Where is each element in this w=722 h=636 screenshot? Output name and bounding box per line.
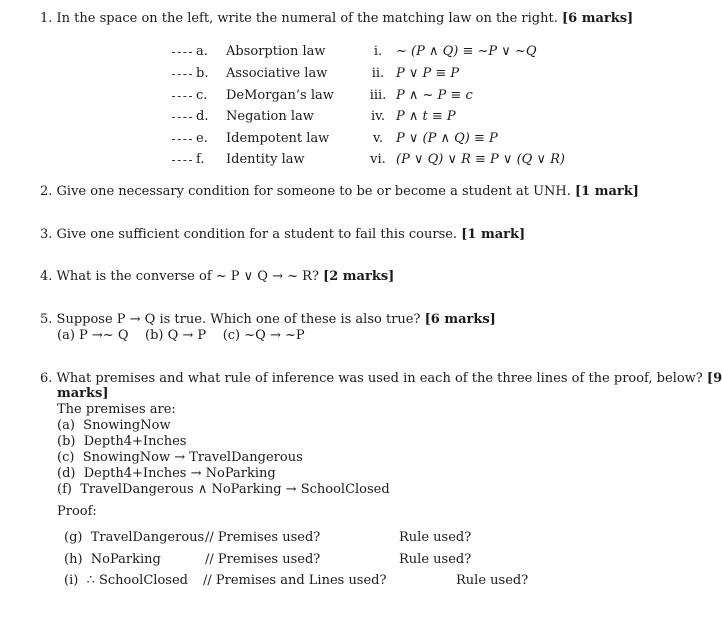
premises-label: The premises are: [57,402,176,417]
proof-rule-prompt: Rule used? [399,552,472,567]
premise-item: (f) TravelDangerous ∧ NoParking → SchoolClosed [57,482,390,497]
question-4-text: 4. What is the converse of ~ P ∨ Q → ~ R? [40,269,319,284]
law-name: Negation law [226,109,314,124]
question-2-text: 2. Give one necessary condition for someone to be or become a student at UNH. [40,184,571,199]
question-5 [40,312,496,327]
proof-line-h: (h) NoParking [64,552,161,567]
law-item-e: e. [172,131,208,146]
answer-blank[interactable] [172,52,192,53]
law-expression: (P ∨ Q) ∨ R ≡ P ∨ (Q ∨ R) [396,152,565,167]
answer-blank[interactable] [172,160,192,161]
proof-comment: // Premises and Lines used? [203,573,387,588]
proof-rule-prompt: Rule used? [399,530,472,545]
law-name: Identity law [226,152,305,167]
proof-line-i: (i) ∴ SchoolClosed [64,573,188,588]
law-expression: P ∨ P ≡ P [396,66,460,81]
question-3 [40,227,525,242]
law-name: Absorption law [226,44,326,59]
law-item-c: c. [172,88,207,103]
premise-item: (c) SnowingNow → TravelDangerous [57,450,303,465]
law-item-a: a. [172,44,208,59]
law-numeral: v. [373,131,383,146]
question-4 [40,269,394,284]
answer-blank[interactable] [172,139,192,140]
law-name: DeMorgan’s law [226,88,334,103]
law-expression: P ∧ t ≡ P [396,109,456,124]
law-expression: P ∨ (P ∧ Q) ≡ P [396,131,498,146]
question-5-marks: [6 marks] [424,312,496,327]
law-item-d: d. [172,109,208,124]
proof-comment: // Premises used? [205,552,321,567]
law-numeral: ii. [371,66,385,81]
proof-line-g: (g) TravelDangerous [64,530,205,545]
question-6-marks: [9 [706,371,722,386]
question-3-text: 3. Give one sufficient condition for a student to fail this course. [40,227,458,242]
law-item-f: f. [172,152,204,167]
question-5-options: (a) P →~ Q (b) Q → P (c) ~Q → ~P [57,328,305,343]
premise-item: (d) Depth4+Inches → NoParking [57,466,276,481]
premise-item: (a) SnowingNow [57,418,171,433]
question-5-text: 5. Suppose P → Q is true. Which one of these is also true? [40,312,421,327]
question-1-marks: [6 marks] [561,11,634,26]
question-2-marks: [1 mark] [575,184,639,199]
question-3-marks: [1 mark] [461,227,526,242]
proof-rule-prompt: Rule used? [456,573,529,588]
law-expression: P ∧ ~ P ≡ c [396,88,473,103]
question-1-text: 1. In the space on the left, write the numeral of the matching law on the right. [40,11,558,26]
law-numeral: i. [373,44,383,59]
law-name: Idempotent law [226,131,330,146]
law-numeral: iv. [370,109,386,124]
question-6-marks-continued: marks] [57,386,109,401]
answer-blank[interactable] [172,117,192,118]
answer-blank[interactable] [172,74,192,75]
law-item-b: b. [172,66,208,81]
law-numeral: vi. [370,152,386,167]
law-expression: ~ (P ∧ Q) ≡ ~P ∨ ~Q [396,44,537,59]
question-6 [40,371,722,386]
proof-comment: // Premises used? [205,530,321,545]
question-4-marks: [2 marks] [323,269,395,284]
question-6-text: 6. What premises and what rule of inference was used in each of the three lines of the proof, below? [40,371,703,386]
premise-item: (b) Depth4+Inches [57,434,187,449]
question-2 [40,184,639,199]
law-name: Associative law [226,66,328,81]
proof-label: Proof: [57,504,97,519]
question-1 [40,11,633,26]
law-numeral: iii. [369,88,387,103]
answer-blank[interactable] [172,96,192,97]
